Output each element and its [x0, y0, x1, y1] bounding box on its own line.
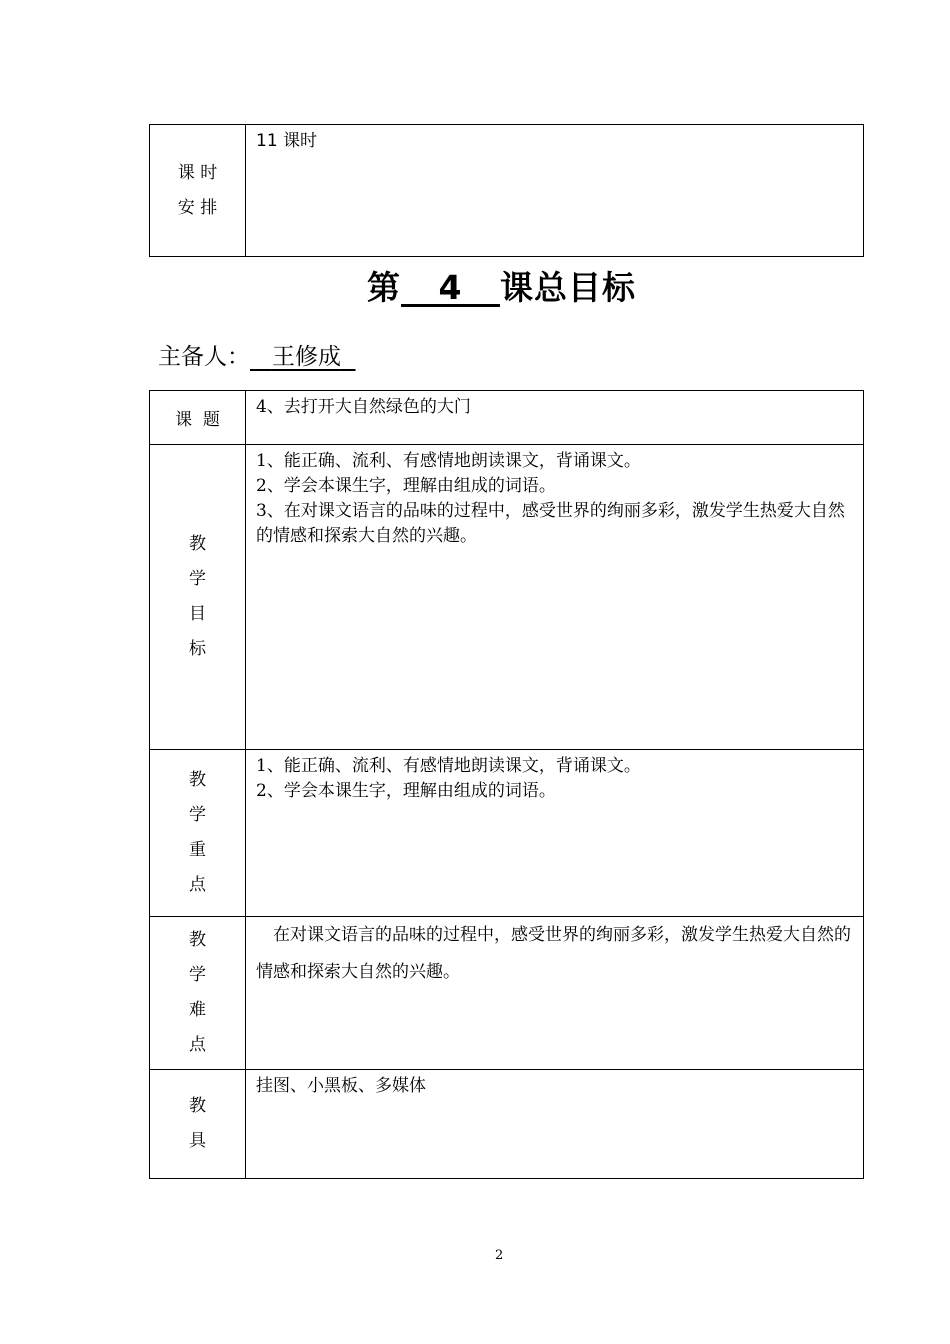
difficulties-text: 在对课文语言的品味的过程中，感受世界的绚丽多彩，激发学生热爱大自然的情感和探索大自然的兴趣。 — [256, 925, 851, 982]
key-points-label: 教 学 重 点 — [150, 750, 246, 917]
table-row — [150, 391, 864, 445]
author-name: 王修成 — [271, 344, 341, 370]
author-line — [158, 338, 356, 371]
list-item: 2、学会本课生字，理解由组成的词语。 — [256, 781, 556, 801]
schedule-label-line2: 安 排 — [177, 197, 218, 218]
tools-label: 教 具 — [150, 1070, 246, 1179]
schedule-label — [150, 125, 246, 257]
schedule-label-line1: 课 时 — [177, 162, 218, 183]
page-number: 2 — [495, 1248, 504, 1263]
list-item: 1、能正确、流利、有感情地朗读课文，背诵课文。 — [256, 756, 641, 776]
list-item: 2、学会本课生字，理解由组成的词语。 — [256, 476, 556, 496]
tools-value: 挂图、小黑板、多媒体 — [256, 1076, 426, 1096]
list-item: 3、在对课文语言的品味的过程中，感受世界的绚丽多彩，激发学生热爱大自然的情感和探索大自然的兴趣。 — [256, 501, 845, 546]
schedule-table — [149, 124, 864, 257]
table-row — [150, 750, 864, 917]
topic-label: 课 题 — [150, 391, 246, 445]
objectives-label: 教 学 目 标 — [150, 445, 246, 750]
tools-cell — [246, 1070, 864, 1179]
difficulties-cell — [246, 917, 864, 1070]
lesson-table — [149, 390, 864, 1179]
author-label: 主备人： — [158, 344, 250, 370]
table-row — [150, 917, 864, 1070]
title-number: 4 — [438, 268, 463, 307]
table-row — [150, 1070, 864, 1179]
title-prefix: 第 — [367, 268, 402, 307]
key-points-cell — [246, 750, 864, 917]
title-suffix: 课总目标 — [499, 268, 636, 307]
list-item: 1、能正确、流利、有感情地朗读课文，背诵课文。 — [256, 451, 641, 471]
topic-value: 4、去打开大自然绿色的大门 — [256, 397, 471, 417]
topic-cell — [246, 391, 864, 445]
objectives-cell — [246, 445, 864, 750]
page-title — [0, 262, 950, 309]
table-row — [150, 445, 864, 750]
difficulties-label: 教 学 难 点 — [150, 917, 246, 1070]
schedule-value-cell — [246, 125, 864, 257]
schedule-value: 11 课时 — [256, 131, 318, 151]
